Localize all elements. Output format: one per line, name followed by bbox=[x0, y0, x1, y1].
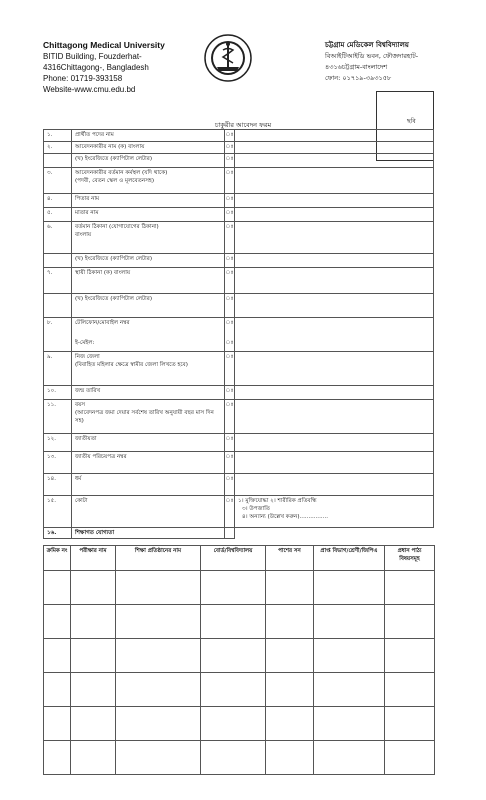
cell[interactable] bbox=[44, 673, 71, 707]
cell[interactable] bbox=[116, 571, 201, 605]
row-sublabel: (খ) ইংরেজিতে (ক্যাপিটাল লেটার) bbox=[72, 154, 225, 168]
colon: ঃ bbox=[225, 130, 235, 142]
table-row bbox=[44, 142, 434, 154]
table-row bbox=[44, 571, 435, 605]
colon: ঃ bbox=[225, 168, 235, 194]
cell[interactable] bbox=[314, 707, 385, 741]
label-line: বর্তমান ঠিকানা (যোগাযোগের ঠিকানা) bbox=[75, 224, 159, 230]
row-label: প্রার্থীত পদের নাম bbox=[72, 130, 225, 142]
colon: ঃ bbox=[225, 222, 235, 254]
row-number: ৫. bbox=[44, 208, 72, 222]
quota-option-line: ৩। উপজাতি bbox=[242, 506, 270, 512]
cell[interactable] bbox=[71, 741, 116, 775]
cell[interactable] bbox=[201, 639, 266, 673]
nid-number-field[interactable] bbox=[235, 452, 434, 474]
university-name-english: Chittagong Medical University bbox=[43, 40, 165, 50]
cell[interactable] bbox=[116, 707, 201, 741]
university-logo bbox=[203, 33, 253, 83]
header-bangla-address bbox=[325, 40, 418, 84]
row-label: মাতার নাম bbox=[72, 208, 225, 222]
cell[interactable] bbox=[201, 741, 266, 775]
row-label bbox=[72, 222, 225, 254]
colon bbox=[225, 318, 235, 352]
header-passing-year: পাশের সন bbox=[266, 546, 314, 571]
table-row bbox=[44, 168, 434, 194]
bangla-address-line-2: ৪৩১৬চট্টগ্রাম-বাংলাদেশ bbox=[325, 63, 388, 71]
cell[interactable] bbox=[201, 605, 266, 639]
colon: ঃ bbox=[225, 294, 235, 318]
header-exam-name: পরীক্ষার নাম bbox=[71, 546, 116, 571]
table-row bbox=[44, 386, 434, 400]
colon-empty bbox=[225, 528, 235, 539]
current-workplace-field[interactable] bbox=[235, 168, 434, 194]
row-number-empty bbox=[44, 154, 72, 168]
table-row bbox=[44, 741, 435, 775]
home-district-field[interactable] bbox=[235, 352, 434, 386]
table-row bbox=[44, 400, 434, 434]
label-line: ই-মেইল: bbox=[75, 340, 95, 346]
label-line: আবেদনকারীর বর্তমান কর্মস্থল (যদি থাকে) bbox=[75, 170, 168, 176]
table-row bbox=[44, 673, 435, 707]
header-institute: শিক্ষা প্রতিষ্ঠানের নাম bbox=[116, 546, 201, 571]
header-result: প্রাপ্ত বিভাগ/শ্রেণী/জিপিএ bbox=[314, 546, 385, 571]
row-number: ৬. bbox=[44, 222, 72, 254]
website-line: Website-www.cmu.edu.bd bbox=[43, 85, 136, 94]
table-row bbox=[44, 434, 434, 452]
cell[interactable] bbox=[44, 639, 71, 673]
cell[interactable] bbox=[314, 571, 385, 605]
row-number: ১০. bbox=[44, 386, 72, 400]
cell[interactable] bbox=[266, 741, 314, 775]
cell[interactable] bbox=[201, 707, 266, 741]
row-label bbox=[72, 400, 225, 434]
row-label: পিতার নাম bbox=[72, 194, 225, 208]
label-line: (আবেদনপত্র জমা দেয়ার সর্বশেষ তারিখ অনুযায়ী বছর মাস দিন সহ) bbox=[75, 410, 214, 424]
colon: ঃ bbox=[225, 194, 235, 208]
university-name-bangla: চট্টগ্রাম মেডিকেল বিশ্ববিদ্যালয় bbox=[325, 41, 409, 49]
row-number-empty bbox=[44, 254, 72, 268]
phone-line: Phone: 01719-393158 bbox=[43, 74, 123, 83]
row-number-empty bbox=[44, 294, 72, 318]
row-label: স্থায়ী ঠিকানা (ক) বাংলায় bbox=[72, 268, 225, 294]
name-english-field[interactable] bbox=[235, 154, 434, 168]
table-row bbox=[44, 528, 434, 539]
cell[interactable] bbox=[385, 707, 435, 741]
cell[interactable] bbox=[44, 707, 71, 741]
nationality-field[interactable] bbox=[235, 434, 434, 452]
header-english-address bbox=[43, 40, 165, 95]
cell[interactable] bbox=[44, 571, 71, 605]
present-address-bangla-field[interactable] bbox=[235, 222, 434, 254]
father-name-field[interactable] bbox=[235, 194, 434, 208]
label-line: বাংলায় bbox=[75, 232, 92, 238]
colon: ঃ bbox=[225, 434, 235, 452]
colon: ঃ bbox=[225, 496, 235, 528]
cell[interactable] bbox=[385, 639, 435, 673]
table-row bbox=[44, 254, 434, 268]
cell[interactable] bbox=[385, 605, 435, 639]
colon: ঃ bbox=[225, 400, 235, 434]
education-header-spacer bbox=[235, 528, 434, 539]
table-row bbox=[44, 352, 434, 386]
mother-name-field[interactable] bbox=[235, 208, 434, 222]
education-header-row bbox=[44, 546, 435, 571]
table-row bbox=[44, 208, 434, 222]
present-address-english-field[interactable] bbox=[235, 254, 434, 268]
row-number: ১২. bbox=[44, 434, 72, 452]
label-line: নিজ জেলা bbox=[75, 354, 100, 360]
row-label: শিক্ষাগত যোগ্যতা bbox=[72, 528, 225, 539]
cell[interactable] bbox=[266, 639, 314, 673]
table-row bbox=[44, 605, 435, 639]
cell[interactable] bbox=[71, 707, 116, 741]
cell[interactable] bbox=[385, 571, 435, 605]
row-number: ২. bbox=[44, 142, 72, 154]
table-row bbox=[44, 268, 434, 294]
photo-label: ছবি bbox=[407, 118, 416, 125]
address-line-2: 4316Chittagong-, Bangladesh bbox=[43, 63, 149, 72]
label-line: বয়স bbox=[75, 402, 86, 408]
cell[interactable] bbox=[116, 605, 201, 639]
table-row bbox=[44, 194, 434, 208]
colon-line: ঃ bbox=[225, 340, 234, 346]
cell[interactable] bbox=[116, 741, 201, 775]
row-number: ৮. bbox=[44, 318, 72, 352]
quota-option-line: ১। মুক্তিযোদ্ধা ২। শারীরিক প্রতিবন্ধি bbox=[238, 498, 317, 504]
table-row bbox=[44, 707, 435, 741]
row-label: জন্ম তারিখ bbox=[72, 386, 225, 400]
post-name-field[interactable] bbox=[235, 130, 434, 142]
cell[interactable] bbox=[266, 571, 314, 605]
row-label bbox=[72, 318, 225, 352]
colon: ঃ bbox=[225, 452, 235, 474]
cell[interactable] bbox=[44, 741, 71, 775]
table-row bbox=[44, 294, 434, 318]
education-table bbox=[43, 545, 435, 775]
cell[interactable] bbox=[385, 741, 435, 775]
colon: ঃ bbox=[225, 474, 235, 496]
table-row bbox=[44, 130, 434, 142]
cell[interactable] bbox=[314, 673, 385, 707]
cell[interactable] bbox=[71, 639, 116, 673]
row-sublabel: (খ) ইংরেজিতে (ক্যাপিটাল লেটার) bbox=[72, 294, 225, 318]
cell[interactable] bbox=[314, 741, 385, 775]
bangla-phone-line: ফোন: ০১৭১৯-৩৯৩১৫৮ bbox=[325, 74, 392, 82]
row-label bbox=[72, 352, 225, 386]
cell[interactable] bbox=[314, 639, 385, 673]
row-number: ১৫. bbox=[44, 496, 72, 528]
label-line: (পদবী, বেতন স্কেল ও মূলবেতনসহ) bbox=[75, 178, 155, 184]
colon: ঃ bbox=[225, 142, 235, 154]
cell[interactable] bbox=[201, 673, 266, 707]
colon: ঃ bbox=[225, 208, 235, 222]
permanent-address-bangla-field[interactable] bbox=[235, 268, 434, 294]
age-field[interactable] bbox=[235, 400, 434, 434]
colon: ঃ bbox=[225, 254, 235, 268]
cell[interactable] bbox=[385, 673, 435, 707]
row-number: ১৩. bbox=[44, 452, 72, 474]
table-row bbox=[44, 318, 434, 352]
row-number: ৪. bbox=[44, 194, 72, 208]
cell[interactable] bbox=[314, 605, 385, 639]
row-number: ১. bbox=[44, 130, 72, 142]
name-bangla-field[interactable] bbox=[235, 142, 434, 154]
row-label: জাতীয় পরিচয়পত্র নম্বর bbox=[72, 452, 225, 474]
quota-option-line: ৪। অন্যান্য (উল্লেখ করুন)................ bbox=[242, 514, 328, 520]
colon-line: ঃ bbox=[225, 320, 234, 326]
table-row bbox=[44, 452, 434, 474]
colon: ঃ bbox=[225, 386, 235, 400]
cell[interactable] bbox=[116, 639, 201, 673]
table-row bbox=[44, 154, 434, 168]
row-label: আবেদনকারীর নাম (ক) বাংলায় bbox=[72, 142, 225, 154]
row-number: ৭. bbox=[44, 268, 72, 294]
cell[interactable] bbox=[116, 673, 201, 707]
form-title: চাকুরীর আবেদন ফরম bbox=[214, 121, 272, 129]
row-label bbox=[72, 168, 225, 194]
date-of-birth-field[interactable] bbox=[235, 386, 434, 400]
table-row bbox=[44, 639, 435, 673]
cell[interactable] bbox=[44, 605, 71, 639]
row-number: ৩. bbox=[44, 168, 72, 194]
application-form-table bbox=[43, 129, 434, 539]
colon: ঃ bbox=[225, 268, 235, 294]
bangla-address-line-1: বিআইটিআইডি ভবন, ফৌজদারহাট- bbox=[325, 52, 419, 60]
cell[interactable] bbox=[71, 571, 116, 605]
colon: ঃ bbox=[225, 352, 235, 386]
cell[interactable] bbox=[71, 605, 116, 639]
header-serial: ক্রমিক নং bbox=[44, 546, 71, 571]
header-main-subjects: প্রধান পাঠ্য বিষয়সমূহ bbox=[385, 546, 435, 571]
row-number: ১৬. bbox=[44, 528, 72, 539]
permanent-address-english-field[interactable] bbox=[235, 294, 434, 318]
table-row bbox=[44, 222, 434, 254]
religion-field[interactable] bbox=[235, 474, 434, 496]
row-sublabel: (খ) ইংরেজিতে (ক্যাপিটাল লেটার) bbox=[72, 254, 225, 268]
cell[interactable] bbox=[71, 673, 116, 707]
address-line-1: BITID Building, Fouzderhat- bbox=[43, 52, 142, 61]
row-label: জাতীয়তা bbox=[72, 434, 225, 452]
row-label: ধর্ম bbox=[72, 474, 225, 496]
table-row bbox=[44, 496, 434, 528]
colon: ঃ bbox=[225, 154, 235, 168]
cell[interactable] bbox=[266, 673, 314, 707]
row-number: ১৪. bbox=[44, 474, 72, 496]
phone-email-field[interactable] bbox=[235, 318, 434, 352]
table-row bbox=[44, 474, 434, 496]
cell[interactable] bbox=[266, 605, 314, 639]
label-line: টেলিফোন/মোবাইল নম্বর bbox=[75, 320, 130, 326]
cell[interactable] bbox=[201, 571, 266, 605]
row-label: কোটা bbox=[72, 496, 225, 528]
row-number: ৯. bbox=[44, 352, 72, 386]
quota-field[interactable] bbox=[235, 496, 434, 528]
cell[interactable] bbox=[266, 707, 314, 741]
university-seal-icon bbox=[203, 33, 253, 83]
header-board: বোর্ড/বিশ্ববিদ্যালয় bbox=[201, 546, 266, 571]
label-line: (বিবাহিত মহিলার ক্ষেত্রে স্বামীর জেলা লিখতে হবে) bbox=[75, 362, 188, 368]
row-number: ১১. bbox=[44, 400, 72, 434]
